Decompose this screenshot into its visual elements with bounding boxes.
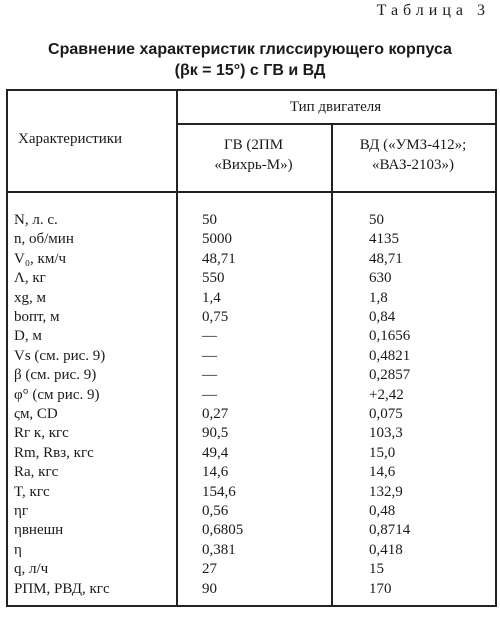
table-row (14, 327, 494, 346)
group-header-engine-type: Тип двигателя (289, 99, 382, 115)
table-row (14, 250, 494, 269)
gv-value: — (202, 328, 217, 345)
row-label: PПМ, PВД, кгс (14, 580, 110, 597)
gv-value: 5000 (202, 231, 232, 248)
gv-value: 0,27 (202, 406, 229, 422)
gv-value: 27 (202, 561, 217, 578)
vd-value: +2,42 (369, 386, 404, 403)
vd-value: 103,3 (369, 425, 403, 442)
row-label: Rm, Rвз, кгс (14, 444, 94, 461)
gv-value: — (202, 367, 217, 384)
vd-value: 0,418 (369, 541, 403, 558)
table-row (14, 269, 494, 288)
gv-value: 14,6 (202, 464, 229, 481)
vd-value: 0,2857 (369, 367, 411, 384)
gv-value: 90 (202, 580, 217, 597)
vd-value: 0,84 (369, 309, 396, 325)
vd-value: 0,48 (369, 503, 396, 519)
table-row (14, 386, 494, 405)
row-label: xg, м (14, 289, 46, 306)
table-row (14, 463, 494, 482)
row-label: Λ, кг (14, 270, 46, 287)
vd-value: 48,71 (369, 250, 403, 267)
vd-value: 4135 (369, 231, 399, 248)
group-header-underline (176, 123, 495, 125)
vd-value: 0,1656 (369, 328, 411, 345)
table-row (14, 347, 494, 366)
row-label: ηвнешн (14, 522, 64, 539)
gv-value: 1,4 (202, 289, 221, 306)
table-title-line-1: Сравнение характеристик глиссирующего корпуса (48, 41, 452, 58)
column-header-vd-line-2: «ВАЗ-2103») (371, 157, 455, 173)
table-row (14, 521, 494, 540)
vd-value: 0,8714 (369, 522, 411, 539)
table-row (14, 424, 494, 443)
table-row (14, 230, 494, 249)
vd-value: 15 (369, 561, 384, 578)
gv-value: 0,75 (202, 309, 229, 325)
column-header-characteristics: Характеристики (18, 131, 123, 147)
table-row (14, 366, 494, 385)
vd-value: 630 (369, 270, 392, 287)
vd-value: 170 (369, 580, 392, 597)
gv-value: 0,6805 (202, 522, 244, 539)
row-label: Rг к, кгс (14, 425, 69, 442)
vd-value: 1,8 (369, 289, 388, 306)
table-row (14, 483, 494, 502)
gv-value: 48,71 (202, 250, 236, 267)
row-label: q, л/ч (14, 561, 49, 578)
table-row (14, 289, 494, 308)
row-label: ςм, CD (14, 406, 58, 422)
row-label: φ° (см рис. 9) (14, 386, 100, 403)
table-row (14, 541, 494, 560)
row-label: n, об/мин (14, 231, 74, 248)
table-row (14, 444, 494, 463)
column-header-gv-line-2: «Вихрь-М») (214, 157, 293, 173)
table-row (14, 580, 494, 599)
row-label: bопт, м (14, 309, 60, 325)
gv-value: 0,56 (202, 503, 229, 519)
row-label: β (см. рис. 9) (14, 367, 97, 384)
column-header-gv-line-1: ГВ (2ПМ (223, 137, 284, 153)
vd-value: 132,9 (369, 483, 403, 500)
table-row (14, 211, 494, 230)
row-label: ηг (14, 503, 28, 519)
table-title-line-2: (βк = 15°) с ГВ и ВД (174, 62, 326, 79)
row-label: V₀, км/ч (14, 250, 67, 267)
vd-value: 0,075 (369, 406, 403, 422)
gv-value: — (202, 347, 217, 364)
table-number-label: Таблица 3 (376, 2, 490, 19)
row-label: Vs (см. рис. 9) (14, 347, 106, 364)
gv-value: 90,5 (202, 425, 229, 442)
vd-value: 14,6 (369, 464, 396, 481)
gv-value: 550 (202, 270, 225, 287)
table-row (14, 308, 494, 327)
gv-value: 49,4 (202, 444, 229, 461)
table-row (14, 502, 494, 521)
row-label: η (14, 541, 22, 558)
row-label: D, м (14, 328, 42, 345)
gv-value: 50 (202, 212, 217, 228)
gv-value: 0,381 (202, 541, 236, 558)
gv-value: 154,6 (202, 483, 236, 500)
column-header-vd-line-1: ВД («УМЗ-412»; (359, 137, 467, 153)
vd-value: 0,4821 (369, 347, 411, 364)
row-label: Ra, кгс (14, 464, 59, 481)
table-row (14, 560, 494, 579)
row-label: T, кгс (14, 483, 50, 500)
vd-value: 15,0 (369, 444, 396, 461)
gv-value: — (202, 386, 217, 403)
header-bottom-rule (8, 191, 495, 193)
vd-value: 50 (369, 212, 384, 228)
row-label: N, л. с. (14, 212, 58, 228)
table-row (14, 405, 494, 424)
